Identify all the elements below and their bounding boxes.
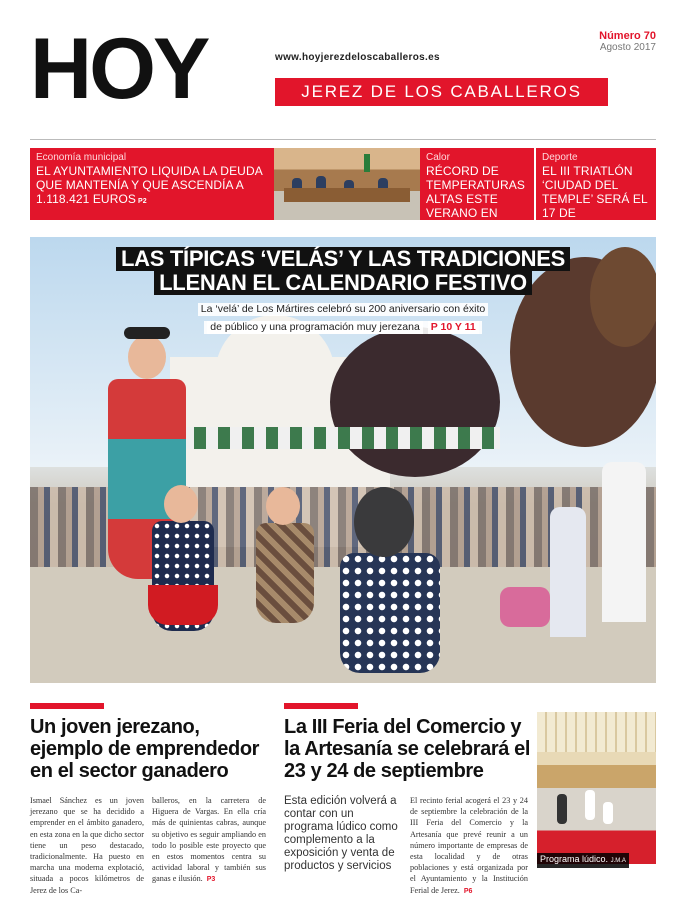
photo-subhead [30,299,656,335]
teaser-headline: EL AYUNTAMIENTO LIQUIDA LA DEUDA QUE MANTENÍA Y QUE ASCENDÍA A 1.118.421 EUROS P2 [36,164,263,206]
bighead-figure [256,487,316,637]
stroller [500,587,550,627]
story-title-fair[interactable]: La III Feria del Comercio y la Artesanía se celebrará el 23 y 24 de septiembre [284,716,530,782]
page-ref: P5 [466,226,476,233]
person-figure [602,462,646,622]
festival-photo[interactable] [30,237,656,683]
site-url[interactable]: www.hoyjerezdeloscaballeros.es [275,52,440,63]
teaser-headline: EL III TRIATLÓN ‘CIUDAD DEL TEMPLE’ SERÁ EL 17 DE SEPTIEMBRE P15 [542,164,648,234]
issue-date: Agosto 2017 [599,42,656,53]
person-figure [603,802,613,824]
teaser-headline: RÉCORD DE TEMPERATURAS ALTAS ESTE VERANO EN JEREZ P5 [426,164,525,234]
tent-roof [537,712,656,752]
page-ref: P2 [138,198,147,205]
council-meeting-photo [274,148,420,220]
subhead-line-1: La ‘velá’ de Los Mártires celebró su 200 aniversario con éxito [198,303,488,316]
page-ref: P 10 Y 11 [428,321,479,334]
page-ref: P3 [206,876,216,884]
page-ref: P15 [622,226,636,233]
masthead-logo: HOY [30,21,208,117]
photo-credit: J.M.A [610,858,626,864]
issue-info [599,30,656,53]
subhead-line-2: de público y una programación muy jerezana P 10 Y 11 [204,321,481,334]
story-body-col1: Ismael Sánchez es un joven jerezano que se ha decidido a emprender en el ámbito ganadero, en esta zona en la que dicho sector tiene un peso destacado, tradicionalmente. Ha puesto en marcha una moderna explotació, situada a pocos kilómetros de Jerez de los Ca- [30,796,144,895]
divider [30,139,656,140]
flag-shape [364,154,370,172]
bighead-figure [340,487,440,683]
teaser-economy[interactable] [30,148,274,220]
table-shape [284,188,410,202]
teaser-kicker: Calor [426,152,450,163]
teaser-sport[interactable] [536,148,656,234]
story-title-entrepreneur[interactable]: Un joven jerezano, ejemplo de emprendedor en el sector ganadero [30,716,260,782]
teaser-weather[interactable] [420,148,534,234]
tree [330,327,500,477]
striped-awning [170,427,500,449]
town-banner: JEREZ DE LOS CABALLEROS [275,78,608,106]
section-marker [30,703,104,709]
page-ref: P6 [463,887,473,895]
photo-headline [30,247,656,295]
story-body: El recinto ferial acogerá el 23 y 24 de septiembre la celebración de la III Feria del Comercio y la Artesanía que prevé reunir a un número importante de empresas de esta localidad y de otras poblaciones y está organizada por el Ayuntamiento y la Institución Ferial de Jerez. P6 [410,796,528,895]
teaser-kicker: Deporte [542,152,578,163]
story-body-col2: balleros, en la carretera de Higuera de Vargas. En ella cría más de quinientas cabras, aunque su objetivo es seguir ampliando en todo lo posible este proyecto que en estos momentos centra su actividad laboral y también sus ganas e ilusión. P3 [152,796,266,884]
person-figure [550,507,586,637]
teaser-kicker: Economía municipal [36,152,127,163]
story-lead: Esta edición volverá a contar con un programa lúdico como complemento a la exposición y venta de productos y servicios [284,795,398,872]
person-figure [585,790,595,820]
bighead-figure [152,485,218,655]
person-figure [557,794,567,824]
fair-photo[interactable] [537,712,656,864]
issue-number: Número 70 [599,30,656,42]
photo-caption: Programa lúdico. J.M.A [537,853,629,868]
section-marker [284,703,358,709]
headline-line-1: LAS TÍPICAS ‘VELÁS’ Y LAS TRADICIONES [116,247,570,271]
headline-line-2: LLENAN EL CALENDARIO FESTIVO [154,271,532,295]
